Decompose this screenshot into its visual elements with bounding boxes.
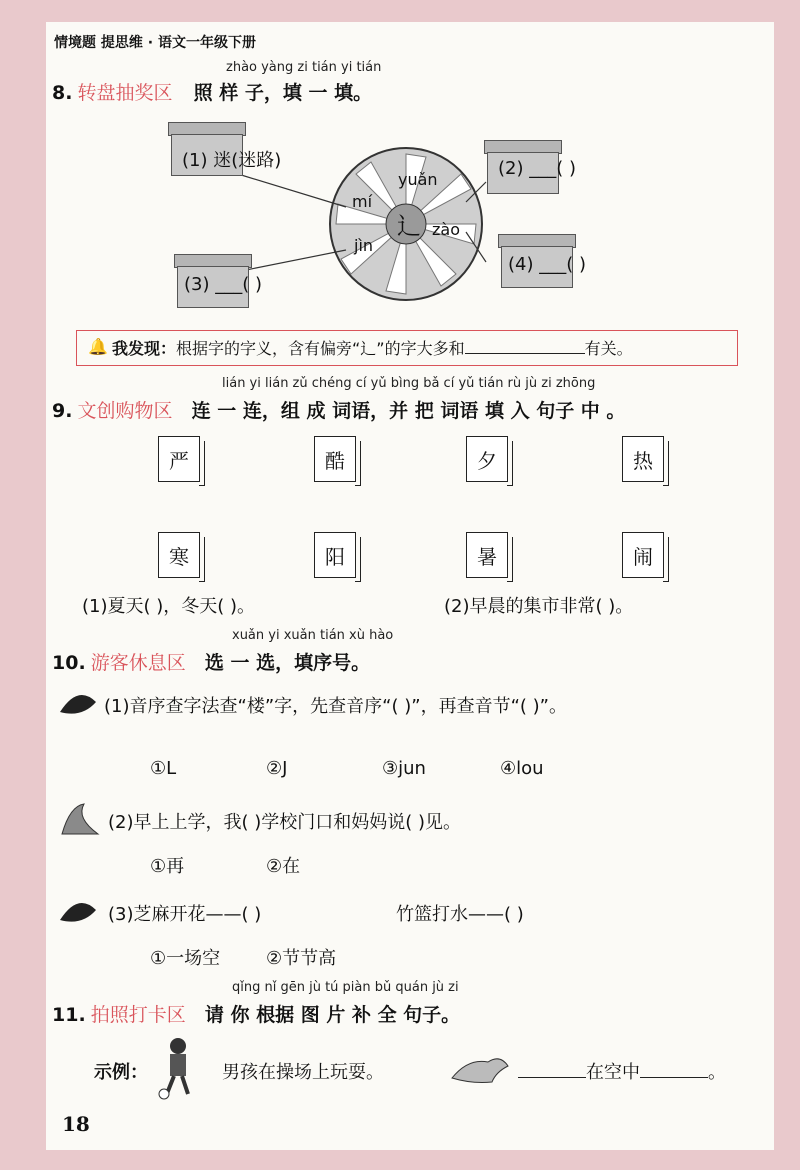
q10-task: 选 一 选，填序号。 xyxy=(204,652,371,674)
q8-title: 转盘抽奖区 xyxy=(77,82,173,104)
note-end: 有关。 xyxy=(584,339,633,358)
q10-heading xyxy=(52,648,370,675)
q11-blank-1[interactable] xyxy=(518,1077,586,1078)
q8-task: 照 样 子，填 一 填。 xyxy=(193,82,373,104)
note-label: 我发现： xyxy=(112,339,177,358)
q11-pinyin: qǐng nǐ gēn jù tú piàn bǔ quán jù zi xyxy=(232,980,459,995)
q8-item-2: (2) ___( ) xyxy=(498,158,576,179)
page-header: 情境题 提思维 · 语文一年级下册 xyxy=(54,35,256,51)
q11-fill-sentence xyxy=(518,1058,726,1084)
q8-item-4: (4) ___( ) xyxy=(508,254,586,275)
q10-p1-option-1: ①L xyxy=(150,758,177,779)
q8-item-1: (1) 迷(迷路) xyxy=(182,150,282,171)
q11-fill-mid: 在空中 xyxy=(586,1062,640,1083)
q11-number: 11. xyxy=(52,1004,86,1026)
bird-icon xyxy=(448,1048,518,1088)
q10-p1-option-2: ②J xyxy=(266,758,288,779)
q10-pinyin: xuǎn yi xuǎn tián xù hào xyxy=(232,628,394,643)
wheel-connectors xyxy=(46,22,774,342)
q10-part-2: (2)早上上学，我( )学校门口和妈妈说( )见。 xyxy=(108,812,462,833)
q10-part-3b: 竹篮打水——( ) xyxy=(396,904,524,925)
q9-pinyin: lián yi lián zǔ chéng cí yǔ bìng bǎ cí yǔ tián rù jù zi zhōng xyxy=(222,376,596,391)
watermelon-slice-icon xyxy=(58,688,98,720)
witch-hat-icon xyxy=(58,800,102,840)
page-number: 18 xyxy=(62,1112,90,1136)
q11-example-label: 示例： xyxy=(94,1062,148,1083)
q11-blank-2[interactable] xyxy=(640,1077,708,1078)
q11-fill-end: 。 xyxy=(708,1062,726,1083)
wheel-syllable-mi: mí xyxy=(352,192,373,211)
q9-sentence-1: (1)夏天( )，冬天( )。 xyxy=(82,596,256,617)
note-text: 根据字的字义，含有偏旁“辶”的字大多和 xyxy=(176,339,465,358)
q9-task: 连 一 连，组 成 词语，并 把 词语 填 入 句子 中 。 xyxy=(191,400,626,422)
q11-heading xyxy=(52,1000,460,1027)
q11-title: 拍照打卡区 xyxy=(90,1004,186,1026)
q9-heading xyxy=(52,396,625,423)
q9-number: 9. xyxy=(52,400,73,422)
bell-icon: 🔔 xyxy=(88,337,108,356)
card-ku[interactable]: 酷 xyxy=(314,436,356,482)
q9-title: 文创购物区 xyxy=(77,400,173,422)
worksheet-page xyxy=(46,22,774,1150)
wheel-syllable-yuan: yuǎn xyxy=(398,170,438,189)
watermelon-slice-icon-2 xyxy=(58,896,98,928)
card-re[interactable]: 热 xyxy=(622,436,664,482)
q10-p1-option-3: ③jun xyxy=(382,758,426,779)
q10-p3-option-2: ②节节高 xyxy=(266,948,337,969)
discovery-note xyxy=(112,336,633,359)
wheel-center-radical: 辶 xyxy=(397,212,421,240)
card-shu[interactable]: 暑 xyxy=(466,532,508,578)
card-yan[interactable]: 严 xyxy=(158,436,200,482)
q8-number: 8. xyxy=(52,82,73,104)
q11-task: 请 你 根据 图 片 补 全 句子。 xyxy=(204,1004,461,1026)
card-xi[interactable]: 夕 xyxy=(466,436,508,482)
q10-p2-option-1: ①再 xyxy=(150,856,185,877)
card-han[interactable]: 寒 xyxy=(158,532,200,578)
boy-playing-icon xyxy=(154,1036,204,1100)
q10-p3-option-1: ①一场空 xyxy=(150,948,221,969)
q11-example-text: 男孩在操场上玩耍。 xyxy=(222,1062,384,1083)
q10-number: 10. xyxy=(52,652,86,674)
card-nao[interactable]: 闹 xyxy=(622,532,664,578)
note-blank[interactable] xyxy=(465,353,585,354)
q8-item-3: (3) ___( ) xyxy=(184,274,262,295)
q10-part-3a: (3)芝麻开花——( ) xyxy=(108,904,262,925)
q10-p1-option-4: ④lou xyxy=(500,758,544,779)
q9-sentence-2: (2)早晨的集市非常( )。 xyxy=(444,596,634,617)
q8-pinyin: zhào yàng zi tián yi tián xyxy=(226,60,382,75)
q10-part-1: (1)音序查字法查“楼”字，先查音序“( )”，再查音节“( )”。 xyxy=(104,696,567,717)
card-yang[interactable]: 阳 xyxy=(314,532,356,578)
q10-title: 游客休息区 xyxy=(90,652,186,674)
wheel-syllable-zao: zào xyxy=(432,220,460,239)
q10-p2-option-2: ②在 xyxy=(266,856,301,877)
wheel-syllable-jin: jìn xyxy=(354,236,374,255)
